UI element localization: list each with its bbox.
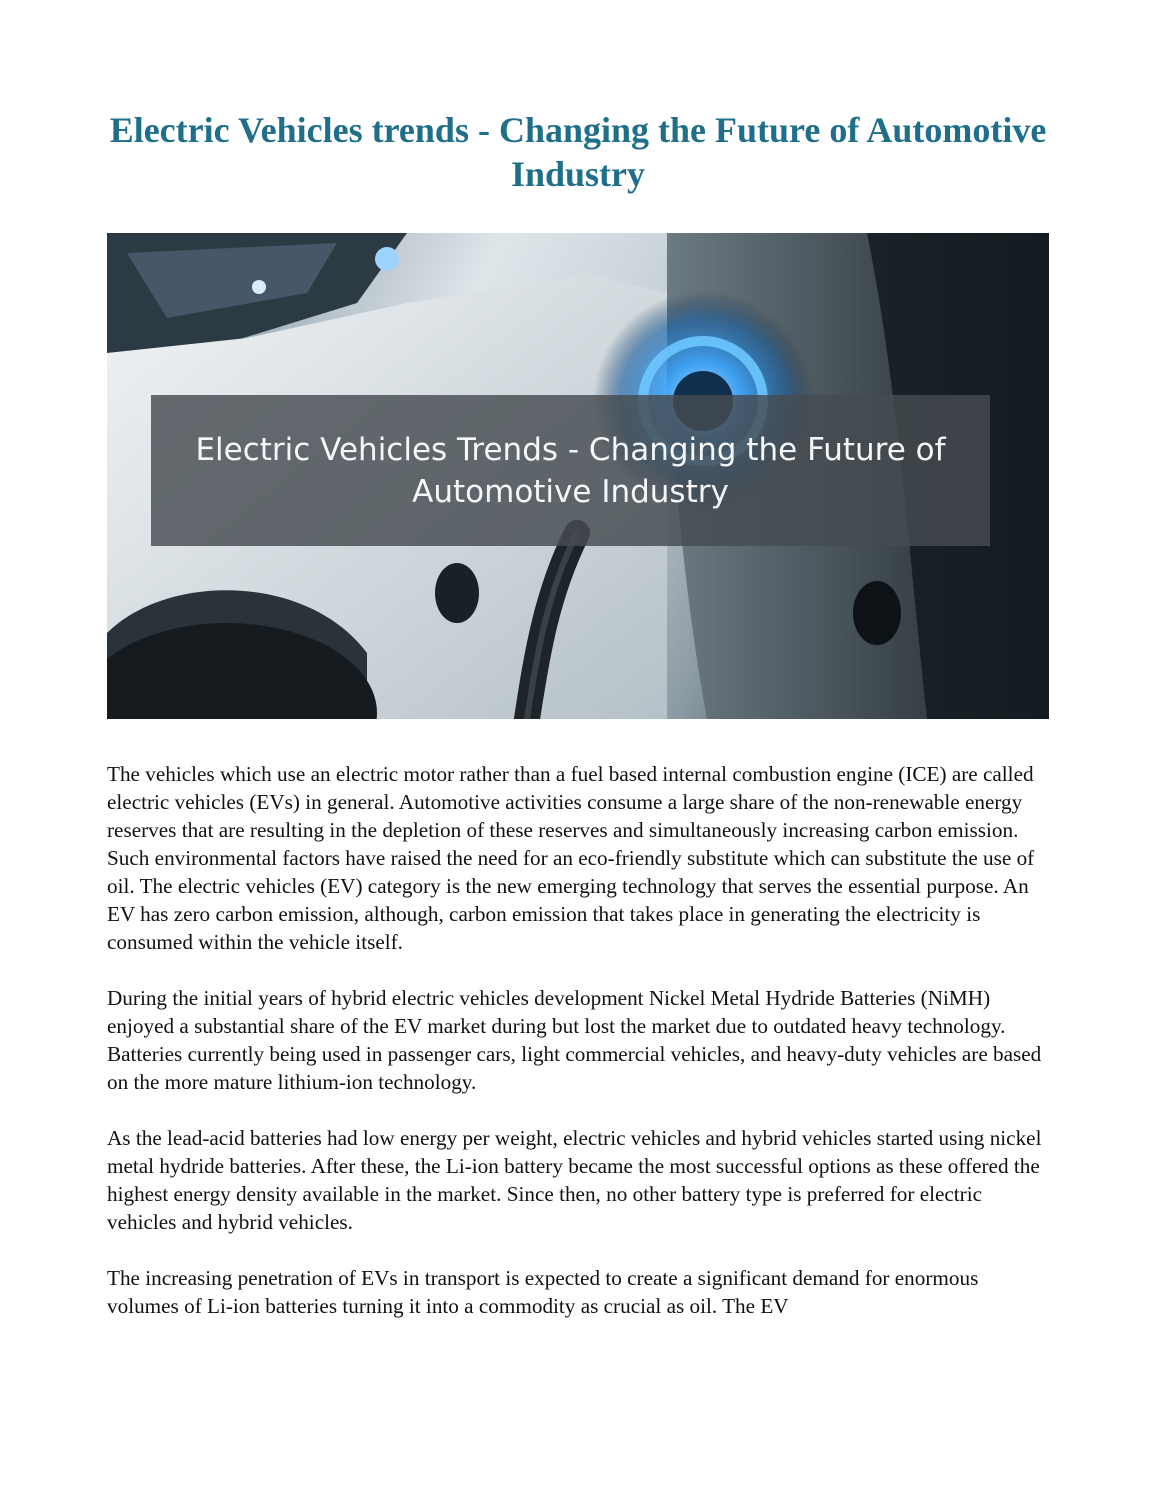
hero-banner-text: Electric Vehicles Trends - Changing the Future of Automotive Industry xyxy=(195,431,946,510)
page-title: Electric Vehicles trends - Changing the Future of Automotive Industry xyxy=(109,110,1047,194)
hero-image xyxy=(107,233,1049,719)
paragraph: The increasing penetration of EVs in transport is expected to create a significant demand for enormous volumes of Li-ion batteries turning it into a commodity as crucial as oil. The EV xyxy=(107,1266,979,1318)
paragraph: As the lead-acid batteries had low energy per weight, electric vehicles and hybrid vehicles started using nickel metal hydride batteries. After these, the Li-ion battery became the most successful options as these offered the highest energy density available in the market. Since then, no other battery type is preferred for electric vehicles and hybrid vehicles. xyxy=(107,1126,1042,1234)
paragraph: The vehicles which use an electric motor rather than a fuel based internal combustion engine (ICE) are called electric vehicles (EVs) in general. Automotive activities consume a large share of the non-renewable energy reserves that are resulting in the depletion of these reserves and simultaneously increasing carbon emission. Such environmental factors have raised the need for an eco-friendly substitute which can substitute the use of oil. The electric vehicles (EV) category is the new emerging technology that serves the essential purpose. An EV has zero carbon emission, although, carbon emission that takes place in generating the electricity is consumed within the vehicle itself. xyxy=(107,762,1035,954)
article-body xyxy=(107,760,1052,1348)
hero-banner xyxy=(151,395,990,546)
paragraph: During the initial years of hybrid electric vehicles development Nickel Metal Hydride Batteries (NiMH) enjoyed a substantial share of the EV market during but lost the market due to outdated heavy technology. Batteries currently being used in passenger cars, light commercial vehicles, and heavy-duty vehicles are based on the more mature lithium-ion technology. xyxy=(107,986,1042,1094)
